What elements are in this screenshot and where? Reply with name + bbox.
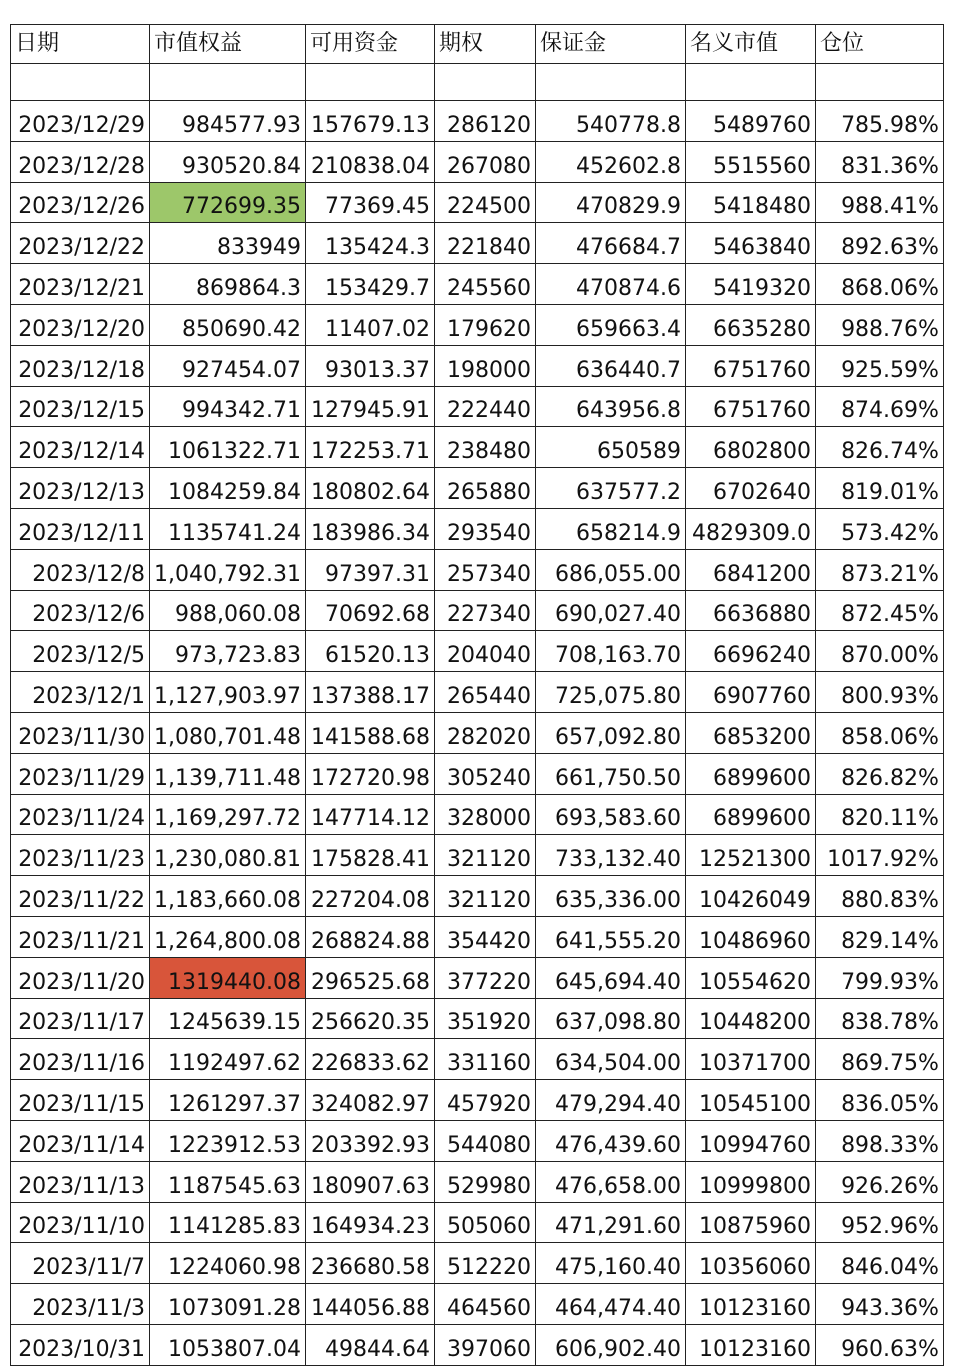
market-equity-cell[interactable]: 1,230,080.81: [150, 835, 306, 876]
table-row: [11, 876, 944, 917]
header-cell-market-equity[interactable]: 市值权益: [150, 25, 306, 64]
notional-value-cell[interactable]: 10371700: [685, 1039, 815, 1080]
header-cell-position[interactable]: 仓位: [815, 25, 943, 64]
options-cell[interactable]: 267080: [434, 141, 535, 182]
position-cell[interactable]: 1017.92%: [815, 835, 943, 876]
table-row: [11, 794, 944, 835]
notional-value-cell[interactable]: 6899600: [685, 753, 815, 794]
margin-cell[interactable]: 471,291.60: [535, 1202, 685, 1243]
options-cell[interactable]: 198000: [434, 345, 535, 386]
table-row: [11, 631, 944, 672]
date-cell[interactable]: 2023/11/10: [11, 1202, 150, 1243]
date-cell[interactable]: 2023/11/21: [11, 916, 150, 957]
margin-cell[interactable]: 479,294.40: [535, 1080, 685, 1121]
options-cell[interactable]: 544080: [434, 1120, 535, 1161]
margin-cell[interactable]: 464,474.40: [535, 1284, 685, 1325]
market-equity-cell[interactable]: 1141285.83: [150, 1202, 306, 1243]
position-cell[interactable]: 898.33%: [815, 1120, 943, 1161]
options-cell[interactable]: 505060: [434, 1202, 535, 1243]
table-row: [11, 1120, 944, 1161]
date-cell[interactable]: 2023/12/6: [11, 590, 150, 631]
date-cell[interactable]: 2023/12/18: [11, 345, 150, 386]
margin-cell[interactable]: 645,694.40: [535, 957, 685, 998]
market-equity-cell[interactable]: 1073091.28: [150, 1284, 306, 1325]
notional-value-cell[interactable]: 10554620: [685, 957, 815, 998]
header-cell-date[interactable]: 日期: [11, 25, 150, 64]
available-funds-cell[interactable]: 227204.08: [305, 876, 434, 917]
market-equity-cell[interactable]: 984577.93: [150, 101, 306, 142]
position-cell[interactable]: 873.21%: [815, 549, 943, 590]
position-cell[interactable]: 988.41%: [815, 182, 943, 223]
table-row: [11, 223, 944, 264]
available-funds-cell[interactable]: 226833.62: [305, 1039, 434, 1080]
header-cell-options[interactable]: 期权: [434, 25, 535, 64]
empty-cell[interactable]: [535, 64, 685, 101]
table-row: [11, 182, 944, 223]
available-funds-cell[interactable]: 77369.45: [305, 182, 434, 223]
market-equity-cell[interactable]: 1,139,711.48: [150, 753, 306, 794]
available-funds-cell[interactable]: 210838.04: [305, 141, 434, 182]
table-row: [11, 1080, 944, 1121]
market-equity-cell[interactable]: 1,183,660.08: [150, 876, 306, 917]
position-cell[interactable]: 573.42%: [815, 508, 943, 549]
notional-value-cell[interactable]: 5489760: [685, 101, 815, 142]
available-funds-cell[interactable]: 236680.58: [305, 1243, 434, 1284]
position-cell[interactable]: 799.93%: [815, 957, 943, 998]
table-row: [11, 916, 944, 957]
table-row: [11, 1161, 944, 1202]
header-cell-available-funds[interactable]: 可用资金: [305, 25, 434, 64]
available-funds-cell[interactable]: 296525.68: [305, 957, 434, 998]
table-row: [11, 345, 944, 386]
position-cell[interactable]: 826.82%: [815, 753, 943, 794]
available-funds-cell[interactable]: 256620.35: [305, 998, 434, 1039]
table-row: [11, 1039, 944, 1080]
options-cell[interactable]: 397060: [434, 1324, 535, 1365]
notional-value-cell[interactable]: 6907760: [685, 672, 815, 713]
table-row: [11, 957, 944, 998]
margin-cell[interactable]: 470829.9: [535, 182, 685, 223]
notional-value-cell[interactable]: 10545100: [685, 1080, 815, 1121]
market-equity-cell[interactable]: 988,060.08: [150, 590, 306, 631]
date-cell[interactable]: 2023/12/5: [11, 631, 150, 672]
notional-value-cell[interactable]: 5515560: [685, 141, 815, 182]
notional-value-cell[interactable]: 10123160: [685, 1324, 815, 1365]
available-funds-cell[interactable]: 93013.37: [305, 345, 434, 386]
margin-cell[interactable]: 635,336.00: [535, 876, 685, 917]
position-cell[interactable]: 846.04%: [815, 1243, 943, 1284]
date-cell[interactable]: 2023/11/20: [11, 957, 150, 998]
table-row: [11, 304, 944, 345]
date-cell[interactable]: 2023/11/17: [11, 998, 150, 1039]
options-cell[interactable]: 221840: [434, 223, 535, 264]
notional-value-cell[interactable]: 6751760: [685, 345, 815, 386]
date-cell[interactable]: 2023/12/13: [11, 468, 150, 509]
table-row: [11, 1202, 944, 1243]
market-equity-cell[interactable]: 1084259.84: [150, 468, 306, 509]
margin-cell[interactable]: 693,583.60: [535, 794, 685, 835]
position-cell[interactable]: 872.45%: [815, 590, 943, 631]
date-cell[interactable]: 2023/12/8: [11, 549, 150, 590]
position-cell[interactable]: 820.11%: [815, 794, 943, 835]
available-funds-cell[interactable]: 180907.63: [305, 1161, 434, 1202]
empty-cell[interactable]: [305, 64, 434, 101]
market-equity-cell[interactable]: 1,264,800.08: [150, 916, 306, 957]
available-funds-cell[interactable]: 135424.3: [305, 223, 434, 264]
position-cell[interactable]: 838.78%: [815, 998, 943, 1039]
notional-value-cell[interactable]: 6702640: [685, 468, 815, 509]
available-funds-cell[interactable]: 175828.41: [305, 835, 434, 876]
market-equity-cell[interactable]: 1,080,701.48: [150, 712, 306, 753]
market-equity-cell[interactable]: 869864.3: [150, 264, 306, 305]
options-cell[interactable]: 179620: [434, 304, 535, 345]
position-cell[interactable]: 874.69%: [815, 386, 943, 427]
notional-value-cell[interactable]: 10426049: [685, 876, 815, 917]
margin-cell[interactable]: 476684.7: [535, 223, 685, 264]
options-cell[interactable]: 328000: [434, 794, 535, 835]
available-funds-cell[interactable]: 268824.88: [305, 916, 434, 957]
position-cell[interactable]: 988.76%: [815, 304, 943, 345]
options-cell[interactable]: 293540: [434, 508, 535, 549]
table-row: [11, 468, 944, 509]
options-cell[interactable]: 224500: [434, 182, 535, 223]
notional-value-cell[interactable]: 10448200: [685, 998, 815, 1039]
margin-cell[interactable]: 733,132.40: [535, 835, 685, 876]
date-cell[interactable]: 2023/12/14: [11, 427, 150, 468]
available-funds-cell[interactable]: 61520.13: [305, 631, 434, 672]
margin-cell[interactable]: 657,092.80: [535, 712, 685, 753]
table-row: [11, 1243, 944, 1284]
position-cell[interactable]: 836.05%: [815, 1080, 943, 1121]
position-cell[interactable]: 831.36%: [815, 141, 943, 182]
date-cell[interactable]: 2023/12/11: [11, 508, 150, 549]
margin-cell[interactable]: 637577.2: [535, 468, 685, 509]
margin-cell[interactable]: 650589: [535, 427, 685, 468]
position-cell[interactable]: 826.74%: [815, 427, 943, 468]
options-cell[interactable]: 257340: [434, 549, 535, 590]
table-row: [11, 672, 944, 713]
date-cell[interactable]: 2023/11/13: [11, 1161, 150, 1202]
date-cell[interactable]: 2023/11/22: [11, 876, 150, 917]
table-row: [11, 590, 944, 631]
market-equity-cell[interactable]: 1,040,792.31: [150, 549, 306, 590]
market-equity-cell[interactable]: 1,127,903.97: [150, 672, 306, 713]
date-cell[interactable]: 2023/11/30: [11, 712, 150, 753]
position-cell[interactable]: 925.59%: [815, 345, 943, 386]
market-equity-cell[interactable]: 1053807.04: [150, 1324, 306, 1365]
notional-value-cell[interactable]: 5419320: [685, 264, 815, 305]
notional-value-cell[interactable]: 6853200: [685, 712, 815, 753]
margin-cell[interactable]: 606,902.40: [535, 1324, 685, 1365]
position-cell[interactable]: 785.98%: [815, 101, 943, 142]
notional-value-cell[interactable]: 6636880: [685, 590, 815, 631]
available-funds-cell[interactable]: 49844.64: [305, 1324, 434, 1365]
notional-value-cell[interactable]: 10999800: [685, 1161, 815, 1202]
notional-value-cell[interactable]: 5418480: [685, 182, 815, 223]
market-equity-cell[interactable]: 1,169,297.72: [150, 794, 306, 835]
options-cell[interactable]: 204040: [434, 631, 535, 672]
available-funds-cell[interactable]: 97397.31: [305, 549, 434, 590]
available-funds-cell[interactable]: 172720.98: [305, 753, 434, 794]
position-cell[interactable]: 868.06%: [815, 264, 943, 305]
margin-cell[interactable]: 641,555.20: [535, 916, 685, 957]
spreadsheet-table: [10, 24, 944, 1366]
position-cell[interactable]: 943.36%: [815, 1284, 943, 1325]
margin-cell[interactable]: 643956.8: [535, 386, 685, 427]
date-cell[interactable]: 2023/11/15: [11, 1080, 150, 1121]
notional-value-cell[interactable]: 12521300: [685, 835, 815, 876]
options-cell[interactable]: 321120: [434, 835, 535, 876]
table-row: [11, 1324, 944, 1365]
market-equity-cell[interactable]: 1224060.98: [150, 1243, 306, 1284]
market-equity-cell[interactable]: 833949: [150, 223, 306, 264]
available-funds-cell[interactable]: 127945.91: [305, 386, 434, 427]
table-row: [11, 101, 944, 142]
margin-cell[interactable]: 475,160.40: [535, 1243, 685, 1284]
available-funds-cell[interactable]: 11407.02: [305, 304, 434, 345]
market-equity-cell[interactable]: 1192497.62: [150, 1039, 306, 1080]
notional-value-cell[interactable]: 6899600: [685, 794, 815, 835]
table-row: [11, 141, 944, 182]
notional-value-cell[interactable]: 10875960: [685, 1202, 815, 1243]
table-row: [11, 712, 944, 753]
market-equity-cell[interactable]: 927454.07: [150, 345, 306, 386]
empty-cell[interactable]: [150, 64, 306, 101]
available-funds-cell[interactable]: 180802.64: [305, 468, 434, 509]
empty-cell[interactable]: [685, 64, 815, 101]
notional-value-cell[interactable]: 10486960: [685, 916, 815, 957]
date-cell[interactable]: 2023/12/21: [11, 264, 150, 305]
options-cell[interactable]: 305240: [434, 753, 535, 794]
table-row: [11, 264, 944, 305]
table-row: [11, 508, 944, 549]
options-cell[interactable]: 377220: [434, 957, 535, 998]
date-cell[interactable]: 2023/11/16: [11, 1039, 150, 1080]
date-cell[interactable]: 2023/12/15: [11, 386, 150, 427]
position-cell[interactable]: 829.14%: [815, 916, 943, 957]
options-cell[interactable]: 529980: [434, 1161, 535, 1202]
table-row: [11, 998, 944, 1039]
notional-value-cell[interactable]: 6751760: [685, 386, 815, 427]
market-equity-cell[interactable]: 1319440.08: [150, 957, 306, 998]
market-equity-cell[interactable]: 973,723.83: [150, 631, 306, 672]
market-equity-cell[interactable]: 930520.84: [150, 141, 306, 182]
date-cell[interactable]: 2023/12/29: [11, 101, 150, 142]
position-cell[interactable]: 800.93%: [815, 672, 943, 713]
position-cell[interactable]: 880.83%: [815, 876, 943, 917]
position-cell[interactable]: 960.63%: [815, 1324, 943, 1365]
empty-cell[interactable]: [815, 64, 943, 101]
options-cell[interactable]: 331160: [434, 1039, 535, 1080]
margin-cell[interactable]: 686,055.00: [535, 549, 685, 590]
notional-value-cell[interactable]: 6696240: [685, 631, 815, 672]
date-cell[interactable]: 2023/11/7: [11, 1243, 150, 1284]
options-cell[interactable]: 282020: [434, 712, 535, 753]
notional-value-cell[interactable]: 6841200: [685, 549, 815, 590]
available-funds-cell[interactable]: 141588.68: [305, 712, 434, 753]
market-equity-cell[interactable]: 850690.42: [150, 304, 306, 345]
margin-cell[interactable]: 637,098.80: [535, 998, 685, 1039]
date-cell[interactable]: 2023/12/26: [11, 182, 150, 223]
position-cell[interactable]: 892.63%: [815, 223, 943, 264]
options-cell[interactable]: 245560: [434, 264, 535, 305]
margin-cell[interactable]: 634,504.00: [535, 1039, 685, 1080]
options-cell[interactable]: 227340: [434, 590, 535, 631]
options-cell[interactable]: 222440: [434, 386, 535, 427]
date-cell[interactable]: 2023/11/3: [11, 1284, 150, 1325]
notional-value-cell[interactable]: 4829309.0: [685, 508, 815, 549]
empty-cell[interactable]: [434, 64, 535, 101]
empty-row: [11, 64, 944, 101]
available-funds-cell[interactable]: 70692.68: [305, 590, 434, 631]
header-row: [11, 25, 944, 64]
market-equity-cell[interactable]: 772699.35: [150, 182, 306, 223]
options-cell[interactable]: 457920: [434, 1080, 535, 1121]
margin-cell[interactable]: 540778.8: [535, 101, 685, 142]
available-funds-cell[interactable]: 144056.88: [305, 1284, 434, 1325]
margin-cell[interactable]: 690,027.40: [535, 590, 685, 631]
empty-cell[interactable]: [11, 64, 150, 101]
date-cell[interactable]: 2023/10/31: [11, 1324, 150, 1365]
market-equity-cell[interactable]: 1187545.63: [150, 1161, 306, 1202]
table-row: [11, 835, 944, 876]
market-equity-cell[interactable]: 1245639.15: [150, 998, 306, 1039]
header-cell-notional-value[interactable]: 名义市值: [685, 25, 815, 64]
available-funds-cell[interactable]: 137388.17: [305, 672, 434, 713]
margin-cell[interactable]: 476,658.00: [535, 1161, 685, 1202]
position-cell[interactable]: 869.75%: [815, 1039, 943, 1080]
table-row: [11, 753, 944, 794]
position-cell[interactable]: 952.96%: [815, 1202, 943, 1243]
margin-cell[interactable]: 636440.7: [535, 345, 685, 386]
options-cell[interactable]: 265440: [434, 672, 535, 713]
available-funds-cell[interactable]: 324082.97: [305, 1080, 434, 1121]
options-cell[interactable]: 512220: [434, 1243, 535, 1284]
available-funds-cell[interactable]: 157679.13: [305, 101, 434, 142]
market-equity-cell[interactable]: 1061322.71: [150, 427, 306, 468]
available-funds-cell[interactable]: 153429.7: [305, 264, 434, 305]
margin-cell[interactable]: 659663.4: [535, 304, 685, 345]
options-cell[interactable]: 238480: [434, 427, 535, 468]
date-cell[interactable]: 2023/12/28: [11, 141, 150, 182]
market-equity-cell[interactable]: 1135741.24: [150, 508, 306, 549]
date-cell[interactable]: 2023/12/20: [11, 304, 150, 345]
available-funds-cell[interactable]: 172253.71: [305, 427, 434, 468]
margin-cell[interactable]: 452602.8: [535, 141, 685, 182]
date-cell[interactable]: 2023/12/22: [11, 223, 150, 264]
notional-value-cell[interactable]: 6802800: [685, 427, 815, 468]
date-cell[interactable]: 2023/11/23: [11, 835, 150, 876]
date-cell[interactable]: 2023/11/24: [11, 794, 150, 835]
position-cell[interactable]: 926.26%: [815, 1161, 943, 1202]
options-cell[interactable]: 351920: [434, 998, 535, 1039]
options-cell[interactable]: 321120: [434, 876, 535, 917]
table-row: [11, 1284, 944, 1325]
margin-cell[interactable]: 725,075.80: [535, 672, 685, 713]
date-cell[interactable]: 2023/11/29: [11, 753, 150, 794]
table-row: [11, 386, 944, 427]
notional-value-cell[interactable]: 10123160: [685, 1284, 815, 1325]
table-row: [11, 427, 944, 468]
available-funds-cell[interactable]: 183986.34: [305, 508, 434, 549]
options-cell[interactable]: 464560: [434, 1284, 535, 1325]
table-row: [11, 549, 944, 590]
options-cell[interactable]: 354420: [434, 916, 535, 957]
date-cell[interactable]: 2023/11/14: [11, 1120, 150, 1161]
position-cell[interactable]: 870.00%: [815, 631, 943, 672]
margin-cell[interactable]: 476,439.60: [535, 1120, 685, 1161]
market-equity-cell[interactable]: 1261297.37: [150, 1080, 306, 1121]
available-funds-cell[interactable]: 147714.12: [305, 794, 434, 835]
available-funds-cell[interactable]: 164934.23: [305, 1202, 434, 1243]
margin-cell[interactable]: 658214.9: [535, 508, 685, 549]
position-cell[interactable]: 819.01%: [815, 468, 943, 509]
notional-value-cell[interactable]: 10356060: [685, 1243, 815, 1284]
notional-value-cell[interactable]: 10994760: [685, 1120, 815, 1161]
header-cell-margin[interactable]: 保证金: [535, 25, 685, 64]
margin-cell[interactable]: 470874.6: [535, 264, 685, 305]
margin-cell[interactable]: 708,163.70: [535, 631, 685, 672]
notional-value-cell[interactable]: 5463840: [685, 223, 815, 264]
options-cell[interactable]: 265880: [434, 468, 535, 509]
options-cell[interactable]: 286120: [434, 101, 535, 142]
notional-value-cell[interactable]: 6635280: [685, 304, 815, 345]
market-equity-cell[interactable]: 994342.71: [150, 386, 306, 427]
table-body: [11, 25, 944, 1366]
date-cell[interactable]: 2023/12/1: [11, 672, 150, 713]
margin-cell[interactable]: 661,750.50: [535, 753, 685, 794]
market-equity-cell[interactable]: 1223912.53: [150, 1120, 306, 1161]
position-cell[interactable]: 858.06%: [815, 712, 943, 753]
available-funds-cell[interactable]: 203392.93: [305, 1120, 434, 1161]
